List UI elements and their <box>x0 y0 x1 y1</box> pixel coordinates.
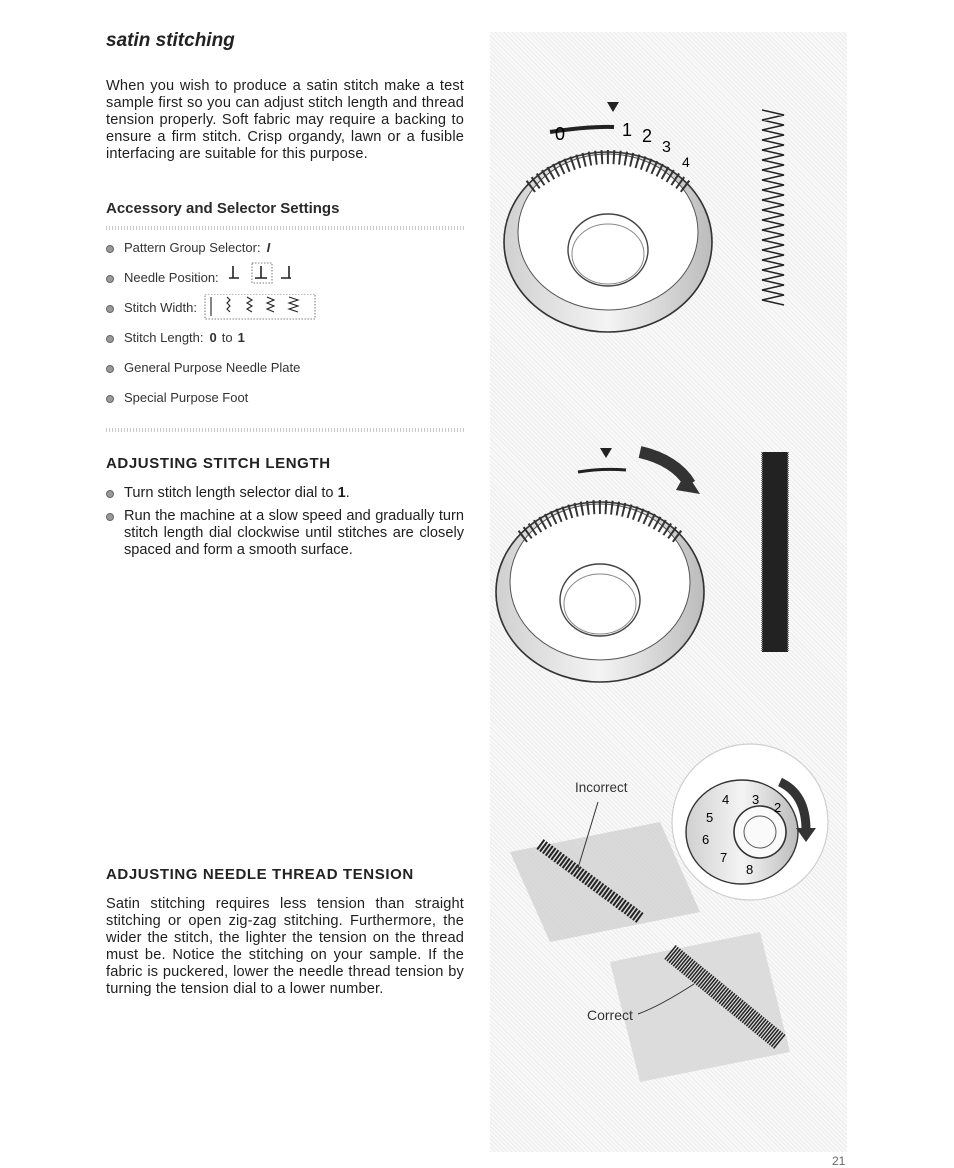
bullet-icon <box>106 305 114 313</box>
stitch-width-icon <box>203 294 323 320</box>
open-zigzag-icon <box>762 110 784 305</box>
list-item <box>106 300 323 330</box>
setting-label: Stitch Length: <box>124 330 204 345</box>
tension-number: 5 <box>706 810 714 825</box>
step-text: Run the machine at a slow speed and gradually turn stitch length dial clockwise until stitches are closely spaced and form a smooth surface. <box>124 508 464 558</box>
setting-label: Special Purpose Foot <box>124 390 249 405</box>
divider-top <box>106 226 464 230</box>
bullet-icon <box>106 335 114 343</box>
bullet-icon <box>106 490 114 498</box>
setting-label: General Purpose Needle Plate <box>124 360 301 375</box>
incorrect-label: Incorrect <box>575 780 628 795</box>
list-item <box>106 330 323 360</box>
length-heading: ADJUSTING STITCH LENGTH <box>106 455 331 472</box>
fabric-sample-correct <box>610 932 790 1082</box>
setting-label: Stitch Width: <box>124 300 197 315</box>
setting-text: to <box>221 330 233 345</box>
setting-label: Needle Position: <box>124 270 219 285</box>
dial-number: 0 <box>555 124 566 144</box>
illustration-panel <box>490 32 847 1152</box>
dial-number: 2 <box>642 126 653 146</box>
bullet-icon <box>106 513 114 521</box>
dial-number: 4 <box>682 154 690 170</box>
list-item <box>106 485 464 502</box>
step-value: 1 <box>337 485 346 501</box>
tension-number: 4 <box>722 792 730 807</box>
bullet-icon <box>106 275 114 283</box>
bullet-icon <box>106 395 114 403</box>
tension-number: 6 <box>702 832 710 847</box>
illustration-art <box>490 32 847 1152</box>
satin-stitch-icon <box>762 452 788 652</box>
page-title: satin stitching <box>106 30 235 51</box>
tension-number: 2 <box>774 800 782 815</box>
list-item <box>106 360 323 390</box>
divider-bottom <box>106 428 464 432</box>
bullet-icon <box>106 365 114 373</box>
setting-value: 0 <box>209 330 217 345</box>
list-item <box>106 508 464 559</box>
tension-dial-icon <box>672 744 828 900</box>
stitch-length-dial-icon <box>496 448 704 682</box>
list-item <box>106 390 323 420</box>
tension-paragraph: Satin stitching requires less tension than straight stitching or open zig-zag stitching. Furthermore, the wider the stitch, the lighter the tension on the thread must be. Notice the stitching on your sample. If the fabric is puckered, lower the needle thread tension by turning the tension dial to a lower number. <box>106 896 464 997</box>
tension-number: 8 <box>746 862 754 877</box>
needle-position-icon <box>227 262 297 284</box>
step-text: Turn stitch length selector dial to <box>124 485 338 501</box>
settings-list <box>106 240 323 420</box>
length-steps <box>106 485 464 565</box>
stitch-length-dial-icon <box>504 102 712 332</box>
tension-heading: ADJUSTING NEEDLE THREAD TENSION <box>106 866 414 883</box>
tension-number: 3 <box>752 792 760 807</box>
setting-label: Pattern Group Selector: <box>124 240 261 255</box>
bullet-icon <box>106 245 114 253</box>
tension-number: 7 <box>720 850 728 865</box>
dial-number: 3 <box>662 139 671 156</box>
fabric-sample-incorrect <box>510 822 700 942</box>
correct-label: Correct <box>587 1007 633 1023</box>
dial-number: 1 <box>622 120 633 140</box>
step-text: . <box>345 485 350 501</box>
intro-paragraph: When you wish to produce a satin stitch make a test sample first so you can adjust stitch length and thread tension properly. Soft fabric may require a backing to ensure a firm stitch. Crisp organdy, lawn or a fusible interfacing are suitable for this purpose. <box>106 78 464 162</box>
page-number: 21 <box>832 1154 846 1168</box>
setting-value: I <box>266 240 271 255</box>
setting-value: 1 <box>237 330 245 345</box>
settings-heading: Accessory and Selector Settings <box>106 200 340 217</box>
